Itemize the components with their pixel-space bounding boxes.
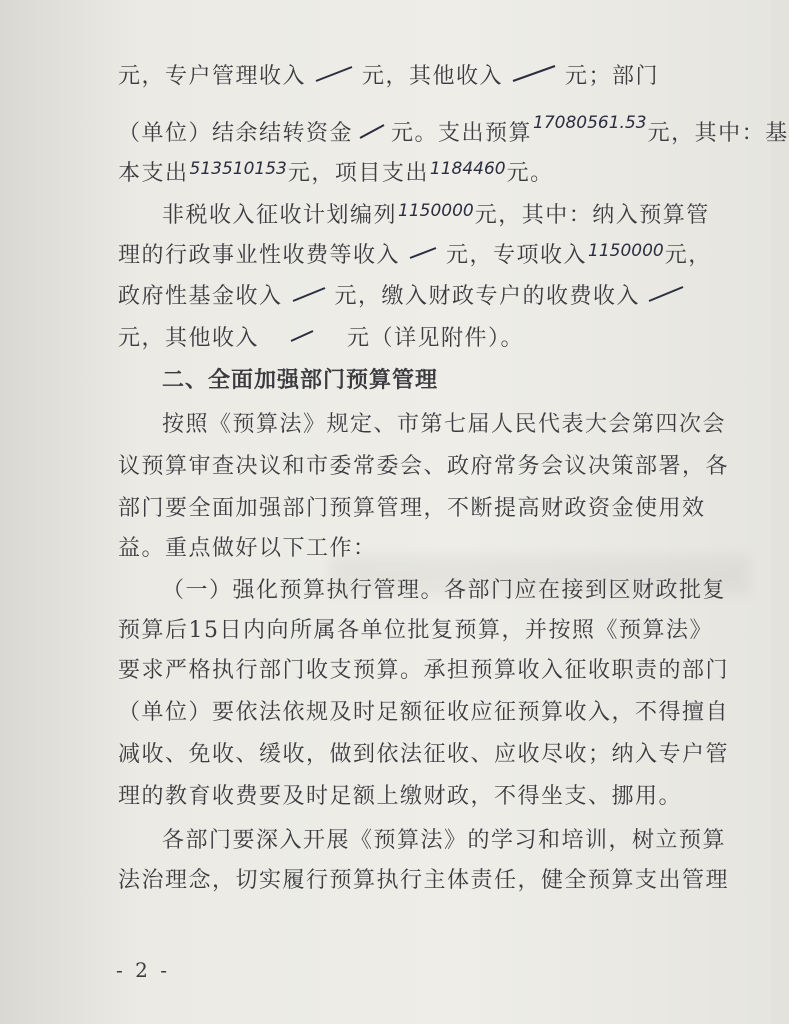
text: 元，其中：纳入预算管 bbox=[474, 203, 710, 228]
paragraph-3-line-1: 各部门要深入开展《预算法》的学习和培训，树立预算 bbox=[162, 828, 727, 853]
text: 元。支出预算 bbox=[391, 121, 533, 146]
paragraph-2-line-4: （单位）要依法依规及时足额征收应征预算收入，不得擅自 bbox=[118, 700, 730, 725]
paragraph-1-line-3: 部门要全面加强部门预算管理，不断提高财政资金使用效 bbox=[118, 496, 706, 521]
text: 政府性基金收入 bbox=[118, 284, 283, 309]
paragraph-2-line-3: 要求严格执行部门收支预算。承担预算收入征收职责的部门 bbox=[118, 658, 730, 683]
sub-heading: （一）强化预算执行管理。 bbox=[162, 578, 445, 603]
text: 元（详见附件）。 bbox=[347, 326, 525, 351]
handwritten-amount: 513510153 bbox=[189, 159, 287, 179]
paragraph-2-line-1 bbox=[162, 576, 727, 606]
paragraph-1-line-2: 议预算审查决议和市委常委会、政府常务会议决策部署，各 bbox=[118, 454, 730, 479]
text: 理的行政事业性收费等收入 bbox=[118, 243, 401, 268]
page-number: - 2 - bbox=[116, 958, 170, 982]
handwritten-slash bbox=[406, 242, 440, 264]
handwritten-slash bbox=[312, 63, 356, 85]
handwritten-amount: 1150000 bbox=[398, 201, 474, 221]
budget-line-1 bbox=[118, 62, 678, 92]
text: 各部门应在接到区财政批复 bbox=[444, 578, 727, 603]
paragraph-3-line-2: 法治理念，切实履行预算执行主体责任，健全预算支出管理 bbox=[118, 868, 730, 893]
handwritten-slash bbox=[289, 283, 329, 305]
text: 元，专项收入 bbox=[446, 243, 588, 268]
handwritten-slash bbox=[273, 325, 333, 347]
budget-line-5 bbox=[118, 236, 712, 271]
handwritten-slash bbox=[646, 283, 686, 305]
text: 元，专户管理收入 bbox=[118, 64, 307, 89]
paragraph-1-line-1: 按照《预算法》规定、市第七届人民代表大会第四次会 bbox=[162, 412, 727, 437]
text: 元， bbox=[664, 243, 712, 268]
text: 元；部门 bbox=[565, 64, 660, 89]
paragraph-2-line-5: 减收、免收、缓收，做到依法征收、应收尽收；纳入专户管 bbox=[118, 742, 730, 767]
paragraph-2-line-2: 预算后15日内向所属各单位批复预算，并按照《预算法》 bbox=[118, 618, 713, 643]
handwritten-amount: 17080561.53 bbox=[533, 113, 647, 133]
text: 元，其他收入 bbox=[118, 326, 260, 351]
text: 本支出 bbox=[118, 161, 189, 186]
handwritten-slash bbox=[509, 63, 559, 85]
text: 元，项目支出 bbox=[287, 161, 429, 186]
paragraph-1-line-4: 益。重点做好以下工作： bbox=[118, 536, 377, 561]
text: 元，其他收入 bbox=[362, 64, 504, 89]
budget-line-4 bbox=[162, 196, 710, 231]
budget-line-7 bbox=[118, 324, 678, 354]
text: 非税收入征收计划编列 bbox=[162, 203, 398, 228]
text: 元。 bbox=[506, 161, 554, 186]
budget-line-6 bbox=[118, 282, 678, 312]
handwritten-amount: 1150000 bbox=[588, 241, 664, 261]
handwritten-amount: 1184460 bbox=[429, 159, 506, 179]
paragraph-2-line-6: 理的教育收费要及时足额上缴财政，不得坐支、挪用。 bbox=[118, 784, 683, 809]
text: 元，其中：基 bbox=[647, 121, 789, 146]
budget-line-2 bbox=[118, 108, 789, 149]
budget-line-3 bbox=[118, 154, 678, 189]
text: （单位）结余结转资金 bbox=[118, 121, 354, 146]
handwritten-slash bbox=[357, 120, 387, 142]
section-heading: 二、全面加强部门预算管理 bbox=[162, 368, 439, 393]
text: 元，缴入财政专户的收费收入 bbox=[334, 284, 641, 309]
